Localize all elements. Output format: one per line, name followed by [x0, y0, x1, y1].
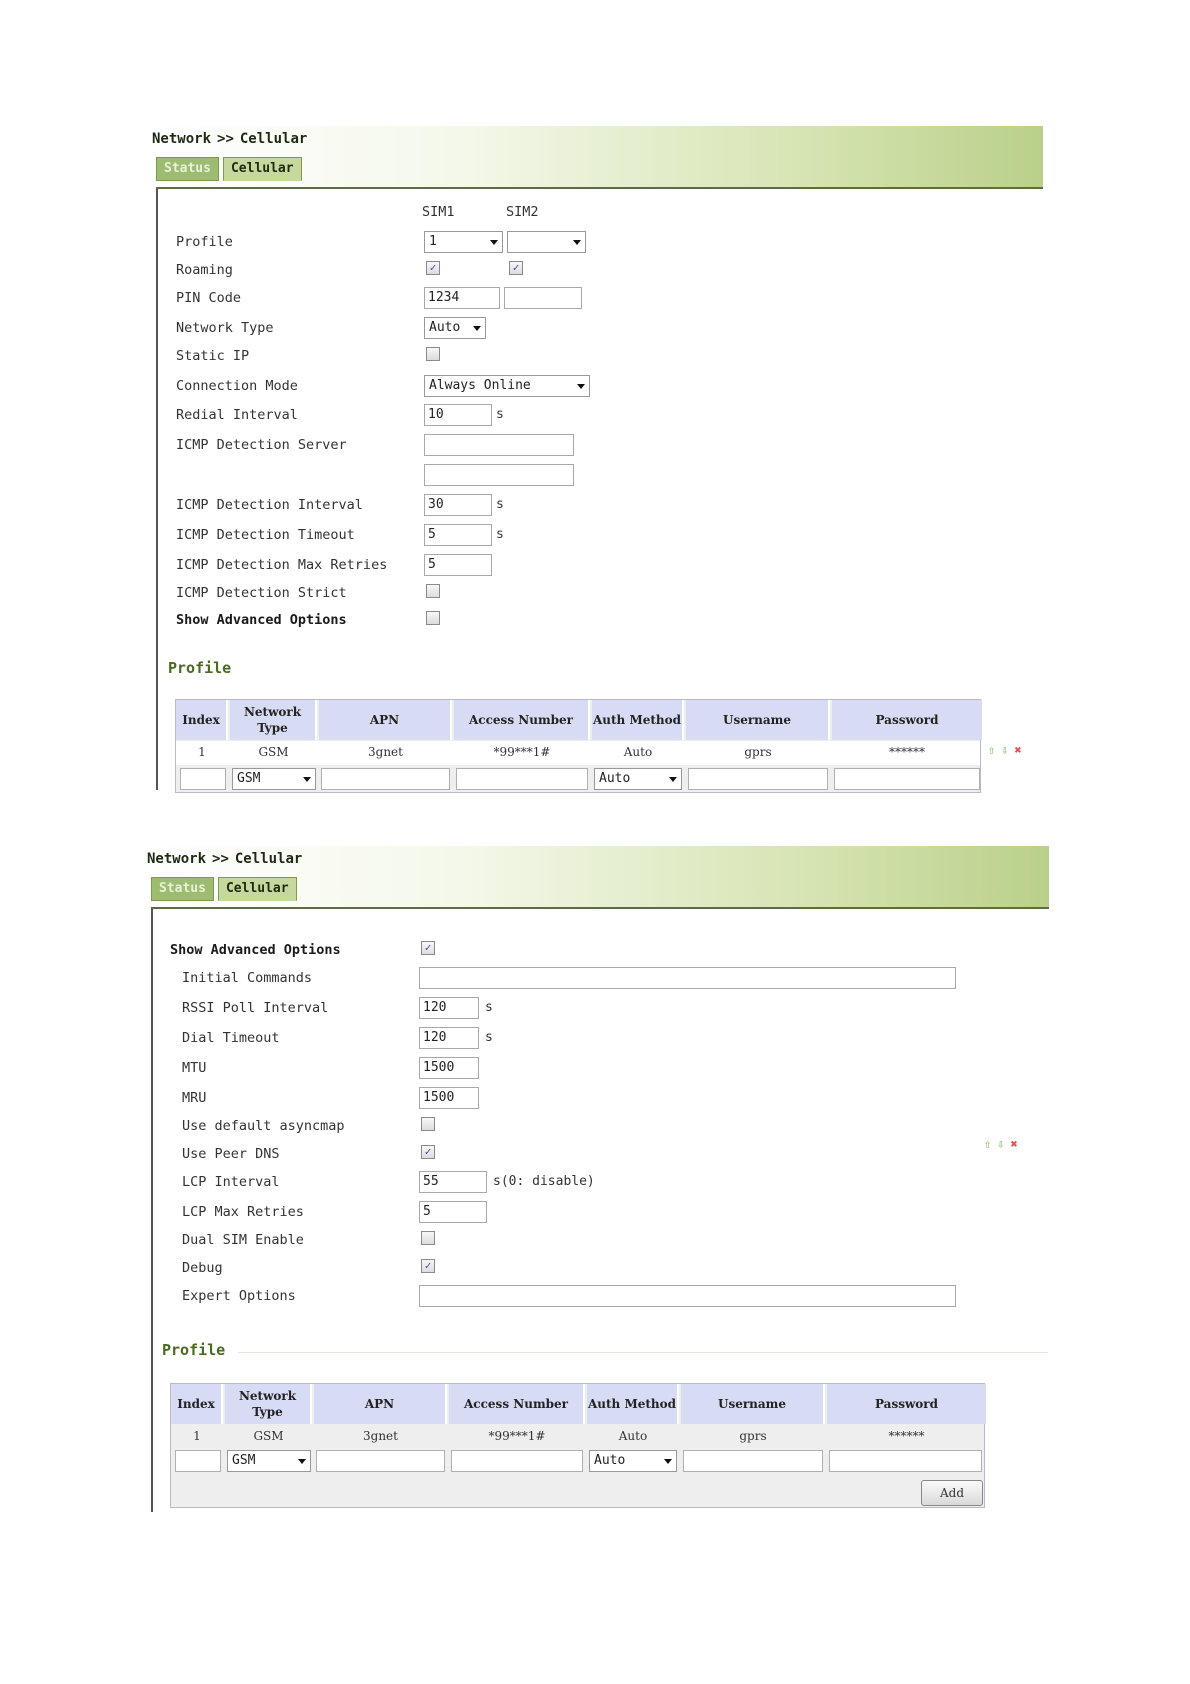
mtu-label: MTU — [182, 1060, 207, 1076]
arrow-down-icon[interactable]: ⇩ — [1001, 743, 1009, 757]
breadcrumb-separator: >> — [217, 131, 234, 147]
show-advanced-label: Show Advanced Options — [170, 942, 341, 958]
icmp-timeout-row — [158, 524, 1043, 548]
icmp-server-input-1[interactable] — [424, 434, 574, 456]
icmp-max-retries-input[interactable]: 5 — [424, 554, 492, 576]
expert-options-row — [153, 1285, 1049, 1309]
mru-row — [153, 1087, 1049, 1111]
roaming-row — [158, 259, 1043, 283]
sim1-column-header: SIM1 — [422, 204, 455, 220]
initial-commands-label: Initial Commands — [182, 970, 313, 986]
dial-timeout-label: Dial Timeout — [182, 1030, 280, 1046]
mtu-row — [153, 1057, 1049, 1081]
th-network-type: Network Type — [230, 700, 317, 740]
new-apn-input[interactable] — [316, 1450, 445, 1472]
cell-username: gprs — [739, 1429, 767, 1443]
dial-timeout-row — [153, 1027, 1049, 1051]
pin-code-row — [158, 287, 1043, 311]
network-type-label: Network Type — [176, 320, 274, 336]
breadcrumb-network[interactable]: Network — [152, 131, 212, 147]
chevron-down-icon — [664, 1459, 672, 1464]
asyncmap-row — [153, 1115, 1049, 1139]
tab-status[interactable]: Status — [156, 157, 219, 181]
new-auth-method-select[interactable]: Auto — [589, 1450, 677, 1472]
sim2-roaming-checkbox[interactable]: ✓ — [509, 261, 523, 275]
expert-options-label: Expert Options — [182, 1288, 296, 1304]
profile-table — [170, 1383, 985, 1508]
form-area — [156, 189, 1043, 790]
peer-dns-label: Use Peer DNS — [182, 1146, 280, 1162]
redial-interval-input[interactable]: 10 — [424, 404, 492, 426]
arrow-down-icon[interactable]: ⇩ — [997, 1137, 1005, 1151]
lcp-interval-unit: s(0: disable) — [493, 1174, 595, 1189]
icmp-max-retries-row — [158, 554, 1043, 578]
tab-bar — [156, 157, 306, 183]
sim2-profile-select[interactable] — [507, 231, 586, 253]
chevron-down-icon — [298, 1459, 306, 1464]
page-header — [145, 846, 1049, 908]
icmp-server-row — [158, 434, 1043, 458]
icmp-interval-label: ICMP Detection Interval — [176, 497, 363, 513]
static-ip-row — [158, 345, 1043, 369]
breadcrumb — [147, 851, 302, 867]
new-username-input[interactable] — [683, 1450, 823, 1472]
cell-auth-method: Auto — [623, 745, 653, 759]
mru-input[interactable]: 1500 — [419, 1087, 479, 1109]
new-access-number-input[interactable] — [451, 1450, 583, 1472]
lcp-max-retries-row — [153, 1201, 1049, 1225]
lcp-interval-row — [153, 1171, 1049, 1195]
debug-row — [153, 1257, 1049, 1281]
sim1-profile-select[interactable]: 1 — [424, 231, 503, 253]
show-advanced-checkbox[interactable]: ✓ — [421, 941, 435, 955]
show-advanced-row — [153, 939, 1049, 963]
icmp-server-label: ICMP Detection Server — [176, 437, 347, 453]
icmp-strict-row — [158, 582, 1043, 606]
cell-access-number: *99***1# — [488, 1429, 546, 1443]
breadcrumb-cellular: Cellular — [239, 131, 308, 147]
network-type-row — [158, 317, 1043, 341]
th-auth-method: Auth Method — [587, 1384, 679, 1424]
asyncmap-label: Use default asyncmap — [182, 1118, 345, 1134]
th-index: Index — [171, 1384, 223, 1424]
tab-cellular[interactable]: Cellular — [218, 877, 297, 901]
icmp-max-retries-label: ICMP Detection Max Retries — [176, 557, 388, 573]
cell-auth-method: Auto — [618, 1429, 648, 1443]
new-index-input[interactable] — [180, 768, 226, 790]
peer-dns-checkbox[interactable]: ✓ — [421, 1145, 435, 1159]
connection-mode-label: Connection Mode — [176, 378, 298, 394]
cell-index: 1 — [198, 745, 206, 759]
icmp-interval-input[interactable]: 30 — [424, 494, 492, 516]
profile-table — [175, 699, 981, 793]
new-username-input[interactable] — [688, 768, 828, 790]
row-actions — [988, 743, 1022, 757]
lcp-max-retries-label: LCP Max Retries — [182, 1204, 304, 1220]
debug-label: Debug — [182, 1260, 223, 1276]
mru-label: MRU — [182, 1090, 207, 1106]
tab-cellular[interactable]: Cellular — [223, 157, 302, 181]
sim1-pin-code-input[interactable]: 1234 — [424, 287, 500, 309]
static-ip-checkbox[interactable] — [426, 347, 440, 361]
new-auth-method-select[interactable]: Auto — [594, 768, 682, 790]
cell-username: gprs — [744, 745, 772, 759]
chevron-down-icon — [303, 777, 311, 782]
breadcrumb-network[interactable]: Network — [147, 851, 207, 867]
icmp-strict-checkbox[interactable] — [426, 584, 440, 598]
th-apn: APN — [319, 700, 452, 740]
icmp-interval-unit: s — [496, 497, 504, 512]
redial-interval-unit: s — [496, 407, 504, 422]
th-auth-method: Auth Method — [592, 700, 684, 740]
th-network-type: Network Type — [225, 1384, 312, 1424]
show-advanced-row — [158, 609, 1043, 633]
arrow-up-icon[interactable]: ⇧ — [984, 1137, 992, 1151]
breadcrumb — [152, 131, 307, 147]
row-actions — [984, 1137, 1018, 1151]
th-password: Password — [827, 1384, 986, 1424]
profile-label: Profile — [176, 234, 233, 250]
debug-checkbox[interactable]: ✓ — [421, 1259, 435, 1273]
chevron-down-icon — [577, 384, 585, 389]
asyncmap-checkbox[interactable] — [421, 1117, 435, 1131]
chevron-down-icon — [573, 240, 581, 245]
show-advanced-checkbox[interactable] — [426, 611, 440, 625]
pin-code-label: PIN Code — [176, 290, 242, 306]
th-username: Username — [681, 1384, 825, 1424]
tab-status[interactable]: Status — [151, 877, 214, 901]
th-apn: APN — [314, 1384, 447, 1424]
cell-index: 1 — [193, 1429, 201, 1443]
delete-icon[interactable]: ✖ — [1014, 743, 1022, 757]
profile-section-title: Profile — [168, 659, 232, 677]
profile-row — [158, 231, 1043, 255]
th-username: Username — [686, 700, 830, 740]
dial-timeout-input[interactable]: 120 — [419, 1027, 479, 1049]
lcp-interval-label: LCP Interval — [182, 1174, 280, 1190]
chevron-down-icon — [669, 777, 677, 782]
sim2-column-header: SIM2 — [506, 204, 539, 220]
cell-apn: 3gnet — [368, 745, 403, 759]
network-type-select[interactable]: Auto — [424, 317, 486, 339]
redial-interval-row — [158, 404, 1043, 428]
new-access-number-input[interactable] — [456, 768, 588, 790]
th-password: Password — [832, 700, 982, 740]
cell-password: ****** — [888, 1429, 925, 1443]
icmp-timeout-unit: s — [496, 527, 504, 542]
icmp-server-row-2 — [158, 464, 1043, 488]
dual-sim-row — [153, 1229, 1049, 1253]
connection-mode-row — [158, 375, 1043, 399]
delete-icon[interactable]: ✖ — [1010, 1137, 1018, 1151]
profile-section-title: Profile — [162, 1341, 226, 1359]
icmp-strict-label: ICMP Detection Strict — [176, 585, 347, 601]
new-password-input[interactable] — [834, 768, 980, 790]
new-apn-input[interactable] — [321, 768, 450, 790]
redial-interval-label: Redial Interval — [176, 407, 298, 423]
new-network-type-select[interactable]: GSM — [227, 1450, 311, 1472]
arrow-up-icon[interactable]: ⇧ — [988, 743, 996, 757]
new-index-input[interactable] — [175, 1450, 221, 1472]
rssi-poll-label: RSSI Poll Interval — [182, 1000, 329, 1016]
breadcrumb-separator: >> — [212, 851, 229, 867]
dial-timeout-unit: s — [485, 1030, 493, 1045]
cell-network-type: GSM — [258, 745, 289, 759]
th-index: Index — [176, 700, 228, 740]
cellular-panel-basic — [150, 126, 1043, 790]
mtu-input[interactable]: 1500 — [419, 1057, 479, 1079]
cell-access-number: *99***1# — [493, 745, 551, 759]
dual-sim-label: Dual SIM Enable — [182, 1232, 304, 1248]
icmp-server-input-2[interactable] — [424, 464, 574, 486]
new-network-type-select[interactable]: GSM — [232, 768, 316, 790]
rssi-poll-row — [153, 997, 1049, 1021]
connection-mode-select[interactable]: Always Online — [424, 375, 590, 397]
page-header — [150, 126, 1043, 188]
static-ip-label: Static IP — [176, 348, 250, 364]
rssi-poll-unit: s — [485, 1000, 493, 1015]
th-access-number: Access Number — [454, 700, 590, 740]
tab-bar — [151, 877, 301, 903]
dual-sim-checkbox[interactable] — [421, 1231, 435, 1245]
chevron-down-icon — [473, 326, 481, 331]
icmp-timeout-input[interactable]: 5 — [424, 524, 492, 546]
cell-apn: 3gnet — [363, 1429, 398, 1443]
form-area — [151, 909, 1049, 1512]
cellular-panel-advanced — [145, 846, 1049, 1512]
rssi-poll-input[interactable]: 120 — [419, 997, 479, 1019]
lcp-interval-input[interactable]: 55 — [419, 1171, 487, 1193]
lcp-max-retries-input[interactable]: 5 — [419, 1201, 487, 1223]
breadcrumb-cellular: Cellular — [234, 851, 303, 867]
cell-network-type: GSM — [253, 1429, 284, 1443]
icmp-timeout-label: ICMP Detection Timeout — [176, 527, 355, 543]
expert-options-input[interactable] — [419, 1285, 956, 1307]
sim1-roaming-checkbox[interactable]: ✓ — [426, 261, 440, 275]
section-divider — [238, 1352, 1048, 1353]
initial-commands-row — [153, 967, 1049, 991]
peer-dns-row — [153, 1143, 1049, 1167]
new-password-input[interactable] — [829, 1450, 982, 1472]
table-row — [176, 741, 980, 765]
chevron-down-icon — [490, 240, 498, 245]
add-profile-button[interactable]: Add — [921, 1480, 983, 1506]
cell-password: ****** — [889, 745, 925, 759]
initial-commands-input[interactable] — [419, 967, 956, 989]
roaming-label: Roaming — [176, 262, 233, 278]
th-access-number: Access Number — [449, 1384, 585, 1424]
sim2-pin-code-input[interactable] — [504, 287, 582, 309]
show-advanced-label: Show Advanced Options — [176, 612, 347, 628]
icmp-interval-row — [158, 494, 1043, 518]
